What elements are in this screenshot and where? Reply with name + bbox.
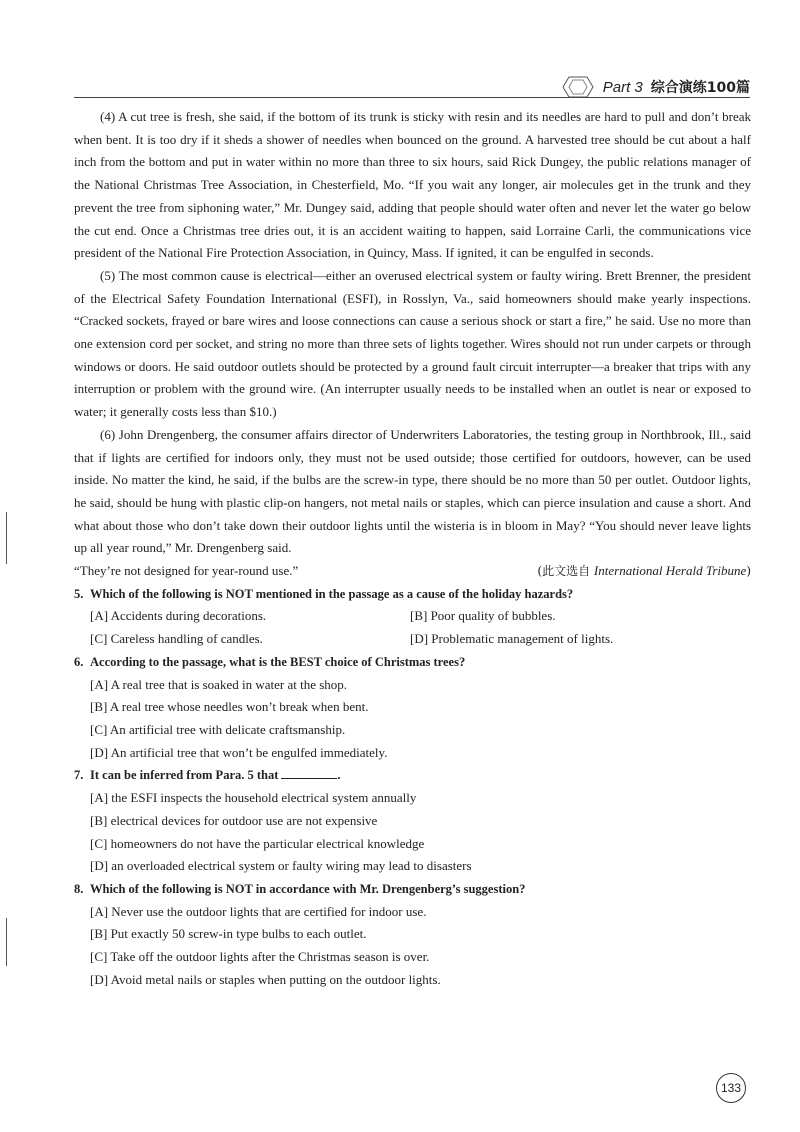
paragraph-6: (6) John Drengenberg, the consumer affairs director of Underwriters Laboratories, the testing group in Northbrook, Ill., said that if lights are certified for indoors only, they must not be used outside; those certified for outdoors, however, can be used inside. No matter the kind, he said, if the bulbs are the screw-in type, there should be no more than 50 per outlet. Outdoor lights, he said, should be hung with plastic clip-on hangers, not metal nails or staples, which can pierce insulation and cause a short. And what about those who don’t take down their outdoor lights until the wisteria is in bloom in May? “You should never leave lights up all year round,” Mr. Drengenberg said. <box>74 426 751 556</box>
option-a[interactable]: [A] A real tree that is soaked in water at the shop. <box>90 676 348 692</box>
option-c[interactable]: [C] Take off the outdoor lights after the Christmas season is over. <box>90 949 430 965</box>
question-stem <box>74 651 751 674</box>
margin-mark <box>6 918 7 966</box>
option-c[interactable]: [C] homeowners do not have the particular electrical knowledge <box>90 835 425 851</box>
option-b[interactable]: [B] Poor quality of bubbles. <box>410 608 556 624</box>
option-b[interactable]: [B] Put exactly 50 screw-in type bulbs to each outlet. <box>90 926 367 942</box>
option-row <box>74 605 751 628</box>
option-a[interactable]: [A] Never use the outdoor lights that are certified for indoor use. <box>90 903 427 919</box>
option-a[interactable]: [A] Accidents during decorations. <box>90 608 267 624</box>
question-text: Which of the following is NOT mentioned in the passage as a cause of the holiday hazards? <box>90 586 574 601</box>
answer-blank <box>281 766 337 779</box>
question-text: According to the passage, what is the BEST choice of Christmas trees? <box>90 654 466 669</box>
page-number: 133 <box>716 1073 746 1103</box>
option-c[interactable]: [C] Careless handling of candles. <box>90 631 263 647</box>
option-d[interactable]: [D] Avoid metal nails or staples when putting on the outdoor lights. <box>90 971 441 987</box>
paragraph-4: (4) A cut tree is fresh, she said, if the bottom of its trunk is sticky with resin and its needles are hard to pull and don’t break when bent. It is too dry if it sheds a shower of needles when bounced on the ground. A harvested tree should be cut about a half inch from the bottom and put in water within no more than three to six hours, said Rick Dungey, the public relations manager of the National Christmas Tree Association, in Chesterfield, Mo. “If you wait any longer, air molecules get in the trunk and they prevent the tree from siphoning water,” Mr. Dungey said, adding that people should water often and never let the water go below the cut end. Once a Christmas tree dries out, it is an accident waiting to happen, said Lorraine Carli, the communications vice president of the National Fire Protection Association, in Quincy, Mass. If ignited, it can be engulfed in seconds. <box>74 109 751 261</box>
question-number: 5. <box>74 586 84 601</box>
question-6 <box>74 651 751 765</box>
question-stem <box>74 878 751 901</box>
source-suffix: ) <box>746 564 751 579</box>
source-prefix: (此文选自 <box>537 564 591 579</box>
closing-quote: “They’re not designed for year-round use.” <box>74 563 299 579</box>
main-content <box>74 106 751 991</box>
question-8 <box>74 878 751 992</box>
source-line <box>74 560 751 583</box>
option-d[interactable]: [D] Problematic management of lights. <box>410 631 614 647</box>
question-number: 7. <box>74 768 84 783</box>
question-7 <box>74 764 751 878</box>
option-d[interactable]: [D] An artificial tree that won’t be engulfed immediately. <box>90 744 388 760</box>
margin-mark <box>6 512 7 564</box>
question-number: 8. <box>74 881 84 896</box>
part-label: Part 3 <box>602 78 643 96</box>
question-stem <box>74 764 751 787</box>
option-b[interactable]: [B] A real tree whose needles won’t break when bent. <box>90 699 369 715</box>
paragraph-5: (5) The most common cause is electrical—either an overused electrical system or faulty wiring. Brett Brenner, the president of the Electrical Safety Foundation International (ESFI), in Rosslyn, Va., said homeowners should make yearly inspections. “Cracked sockets, frayed or bare wires and loose connections can cause a serious shock or start a fire,” he said. Use no more than one extension cord per socket, and string no more than three sets of lights together. Wires should not run under carpets or through windows or doors. He said outdoor outlets should be protected by a ground fault circuit interrupter—a breaker that trips with any interruption or problem with the ground wire. (An interrupter usually needs to be installed when an outlet is near or exposed to water; it generally costs less than $10.) <box>74 267 751 420</box>
question-5 <box>74 583 751 651</box>
source-citation <box>537 560 751 583</box>
question-text: It can be inferred from Para. 5 that <box>90 768 279 783</box>
question-number: 6. <box>74 654 84 669</box>
option-c[interactable]: [C] An artificial tree with delicate craftsmanship. <box>90 721 346 737</box>
source-title: International Herald Tribune <box>593 563 747 579</box>
option-d[interactable]: [D] an overloaded electrical system or faulty wiring may lead to disasters <box>90 858 472 874</box>
question-stem <box>74 583 751 606</box>
header-rule <box>74 97 750 98</box>
option-a[interactable]: [A] the ESFI inspects the household electrical system annually <box>90 790 417 806</box>
option-b[interactable]: [B] electrical devices for outdoor use are not expensive <box>90 812 378 828</box>
page-footer <box>716 1073 750 1107</box>
series-label: 综合演练100篇 <box>650 80 750 96</box>
question-text-end: . <box>337 768 341 783</box>
hexagon-logo-icon <box>561 75 595 99</box>
question-text: Which of the following is NOT in accordance with Mr. Drengenberg’s suggestion? <box>90 881 526 896</box>
option-row <box>74 628 751 651</box>
